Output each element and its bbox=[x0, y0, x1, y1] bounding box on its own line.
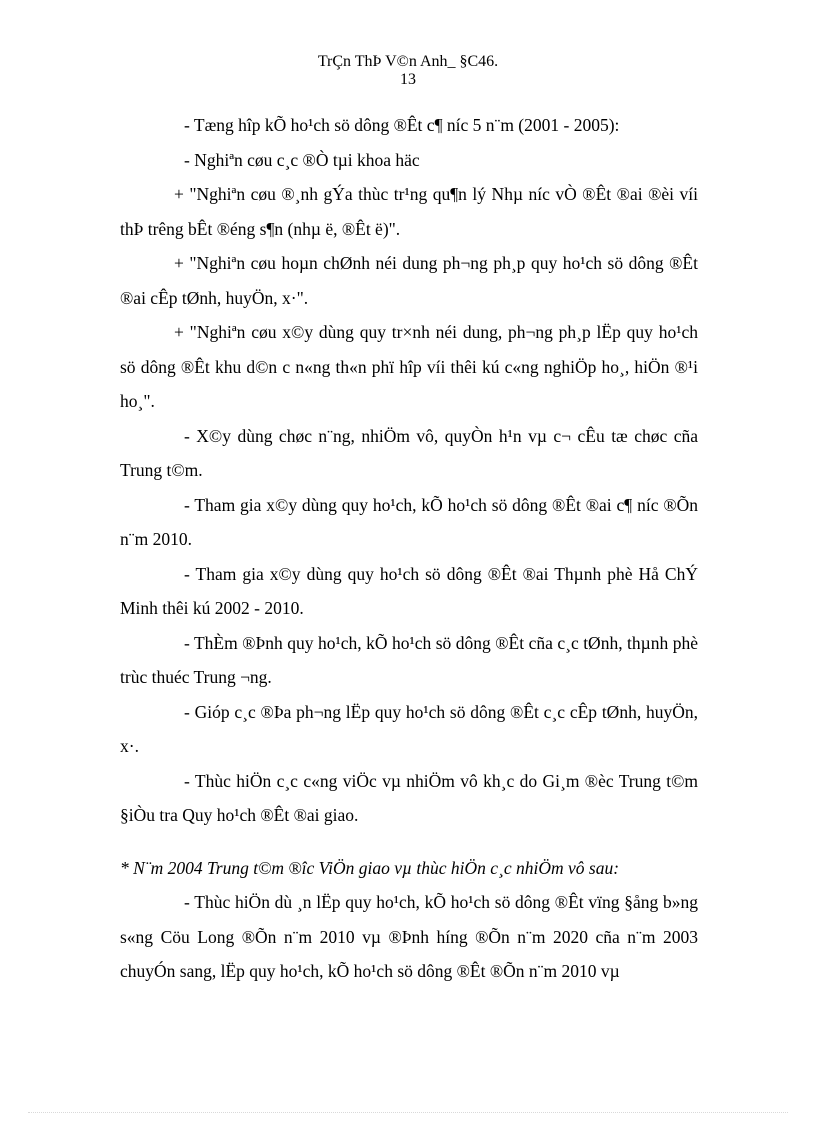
bullet-paragraph: - Tham gia x©y dùng quy ho¹ch sö dông ®Êt ®ai Thµnh phè Hå ChÝ Minh thêi kú 2002 - 2010. bbox=[120, 563, 698, 618]
bullet-paragraph: - Nghiªn cøu c¸c ®Ò tµi khoa häc bbox=[184, 149, 420, 170]
bullet-paragraph: - Tham gia x©y dùng quy ho¹ch, kÕ ho¹ch sö dông ®Êt ®ai c¶ níc ®Õn n¨m 2010. bbox=[120, 494, 698, 549]
sub-item-paragraph: + "Nghiªn cøu ®¸nh gÝa thùc tr¹ng qu¶n lý Nhµ níc vÒ ®Êt ®ai ®èi víi thÞ trêng bÊt ®éng s¶n (nhµ ë, ®Êt ë)". bbox=[120, 184, 698, 239]
page-bottom-divider bbox=[28, 1112, 788, 1113]
page-number: 13 bbox=[400, 71, 416, 88]
bullet-paragraph: - Tæng hîp kÕ ho¹ch sö dông ®Êt c¶ níc 5 n¨m (2001 - 2005): bbox=[184, 115, 620, 135]
sub-item-paragraph: + "Nghiªn cøu x©y dùng quy tr×nh néi dung, ph¬ng ph¸p lËp quy ho¹ch sö dông ®Êt khu d©n c n«ng th«n phï hîp víi thêi kú c«ng nghiÖp ho¸, hiÖn ®¹i ho¸". bbox=[120, 322, 698, 411]
section-heading: * N¨m 2004 Trung t©m ®îc ViÖn giao vµ thùc hiÖn c¸c nhiÖm vô sau: bbox=[120, 857, 620, 878]
document-body bbox=[120, 108, 698, 989]
sub-item-paragraph: + "Nghiªn cøu hoµn chØnh néi dung ph¬ng ph¸p quy ho¹ch sö dông ®Êt ®ai cÊp tØnh, huyÖn, x·". bbox=[120, 253, 698, 308]
bullet-paragraph: - Thùc hiÖn dù ¸n lËp quy ho¹ch, kÕ ho¹ch sö dông ®Êt vïng §ång b»ng s«ng Cöu Long ®Õn n¨m 2010 vµ ®Þnh híng ®Õn n¨m 2020 cña n¨m 2003 chuyÓn sang, lËp quy ho¹ch, kÕ ho¹ch sö dông ®Êt ®Õn n¨m 2010 vµ bbox=[120, 892, 698, 981]
page-header bbox=[0, 53, 816, 89]
bullet-paragraph: - Thùc hiÖn c¸c c«ng viÖc vµ nhiÖm vô kh¸c do Gi¸m ®èc Trung t©m §iÒu tra Quy ho¹ch ®Êt ®ai giao. bbox=[120, 770, 698, 825]
bullet-paragraph: - Gióp c¸c ®Þa ph¬ng lËp quy ho¹ch sö dông ®Êt c¸c cÊp tØnh, huyÖn, x·. bbox=[120, 701, 698, 756]
header-author-line: TrÇn ThÞ V©n Anh_ §C46. bbox=[317, 53, 499, 70]
bullet-paragraph: - X©y dùng chøc n¨ng, nhiÖm vô, quyÒn h¹n vµ c¬ cÊu tæ chøc cña Trung t©m. bbox=[120, 425, 698, 480]
bullet-paragraph: - ThÈm ®Þnh quy ho¹ch, kÕ ho¹ch sö dông ®Êt cña c¸c tØnh, thµnh phè trùc thuéc Trung ¬ng. bbox=[120, 632, 698, 687]
